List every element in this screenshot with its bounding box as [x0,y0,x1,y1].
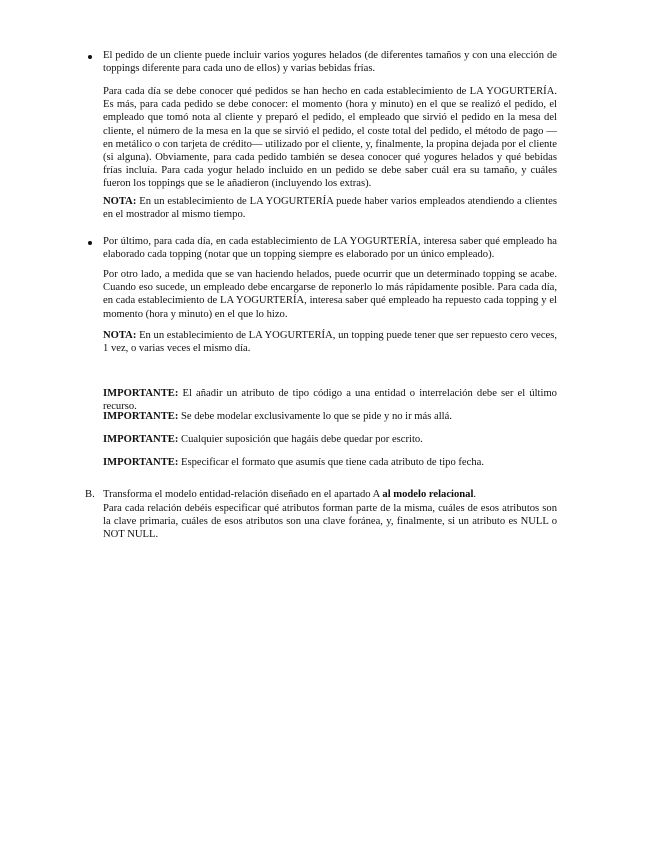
section-b-label: B. [85,489,95,500]
important-note [103,410,557,423]
important-text: Se debe modelar exclusivamente lo que se pide y no ir más allá. [181,411,452,422]
important-label: IMPORTANTE: [103,457,179,468]
section-b-para [103,502,557,542]
bullet-1-para [103,85,557,191]
note-paragraph [103,195,557,221]
section-b-period: . [473,489,477,500]
bullet-marker [88,241,92,245]
note-text: En un establecimiento de LA YOGURTERÍA, un topping puede tener que ser repuesto cero veces, 1 vez, o varias veces el mismo día. [103,330,557,355]
note-text: En un establecimiento de LA YOGURTERÍA puede haber varios empleados atendiendo a clientes en el mostrador al mismo tiempo. [103,196,557,221]
note-paragraph [103,329,557,355]
paragraph: Por último, para cada día, en cada establecimiento de LA YOGURTERÍA, interesa saber qué empleado ha elaborado cada topping (notar que un topping siempre es elaborado por un único empleado). [103,236,557,261]
important-text: El añadir un atributo de tipo código a una entidad o interrelación debe ser el último recurso. [103,388,557,413]
important-text: Cualquier suposición que hagáis debe quedar por escrito. [181,434,423,445]
note-label: NOTA: [103,196,137,207]
important-label: IMPORTANTE: [103,434,179,445]
important-text: Especificar el formato que asumís que tiene cada atributo de tipo fecha. [181,457,484,468]
paragraph: Por otro lado, a medida que se van haciendo helados, puede ocurrir que un determinado topping se acabe. Cuando eso sucede, un empleado debe encargarse de reponerlo lo más rápidamente posible. Para cada día, en cada establecimiento de LA YOGURTERÍA, interesa saber qué empleado ha repuesto cada topping y el momento (hora y minuto) en el que lo hizo. [103,269,557,320]
note-label: NOTA: [103,330,137,341]
section-b-bold: al modelo relacional [382,489,474,500]
important-note [103,433,557,446]
paragraph: Para cada relación debéis especificar qué atributos forman parte de la misma, cuáles de esos atributos son la clave primaria, cuáles de esos atributos son una clave foránea, y, finalmente, si un atributo es NULL o NOT NULL. [103,503,557,541]
important-label: IMPORTANTE: [103,388,179,399]
bullet-1-note [103,195,557,221]
bullet-2-para [103,268,557,321]
paragraph: Para cada día se debe conocer qué pedidos se han hecho en cada establecimiento de LA YOGURTERÍA. Es más, para cada pedido se debe conocer: el momento (hora y minuto) en el que se realizó el pedido, el empleado que tomó nota al cliente y preparó el pedido, el empleado que sirvió el pedido en la mesa del cliente, el número de la mesa en la que se sirvió el pedido, el coste total del pedido, el método de pago —en metálico o con tarjeta de crédito— utilizado por el cliente, y, finalmente, la propina dejada por el cliente (si alguna). Obviamente, para cada pedido también se desea conocer qué yogures helados y qué bebidas frías incluía. Para cada yogur helado incluido en un pedido se debe saber cuál era su tamaño, y cuáles fueron los toppings que se le añadieron (incluyendo los extras). [103,86,557,190]
bullet-1-intro [103,49,557,75]
paragraph: El pedido de un cliente puede incluir varios yogures helados (de diferentes tamaños y con una elección de toppings diferente para cada uno de ellos) y varias bebidas frías. [103,50,557,75]
section-b-text: Transforma el modelo entidad-relación diseñado en el apartado A [103,489,380,500]
bullet-marker [88,55,92,59]
important-label: IMPORTANTE: [103,411,179,422]
important-note [103,456,557,469]
section-b-heading [103,488,557,501]
bullet-2-note [103,329,557,355]
bullet-2-intro [103,235,557,261]
